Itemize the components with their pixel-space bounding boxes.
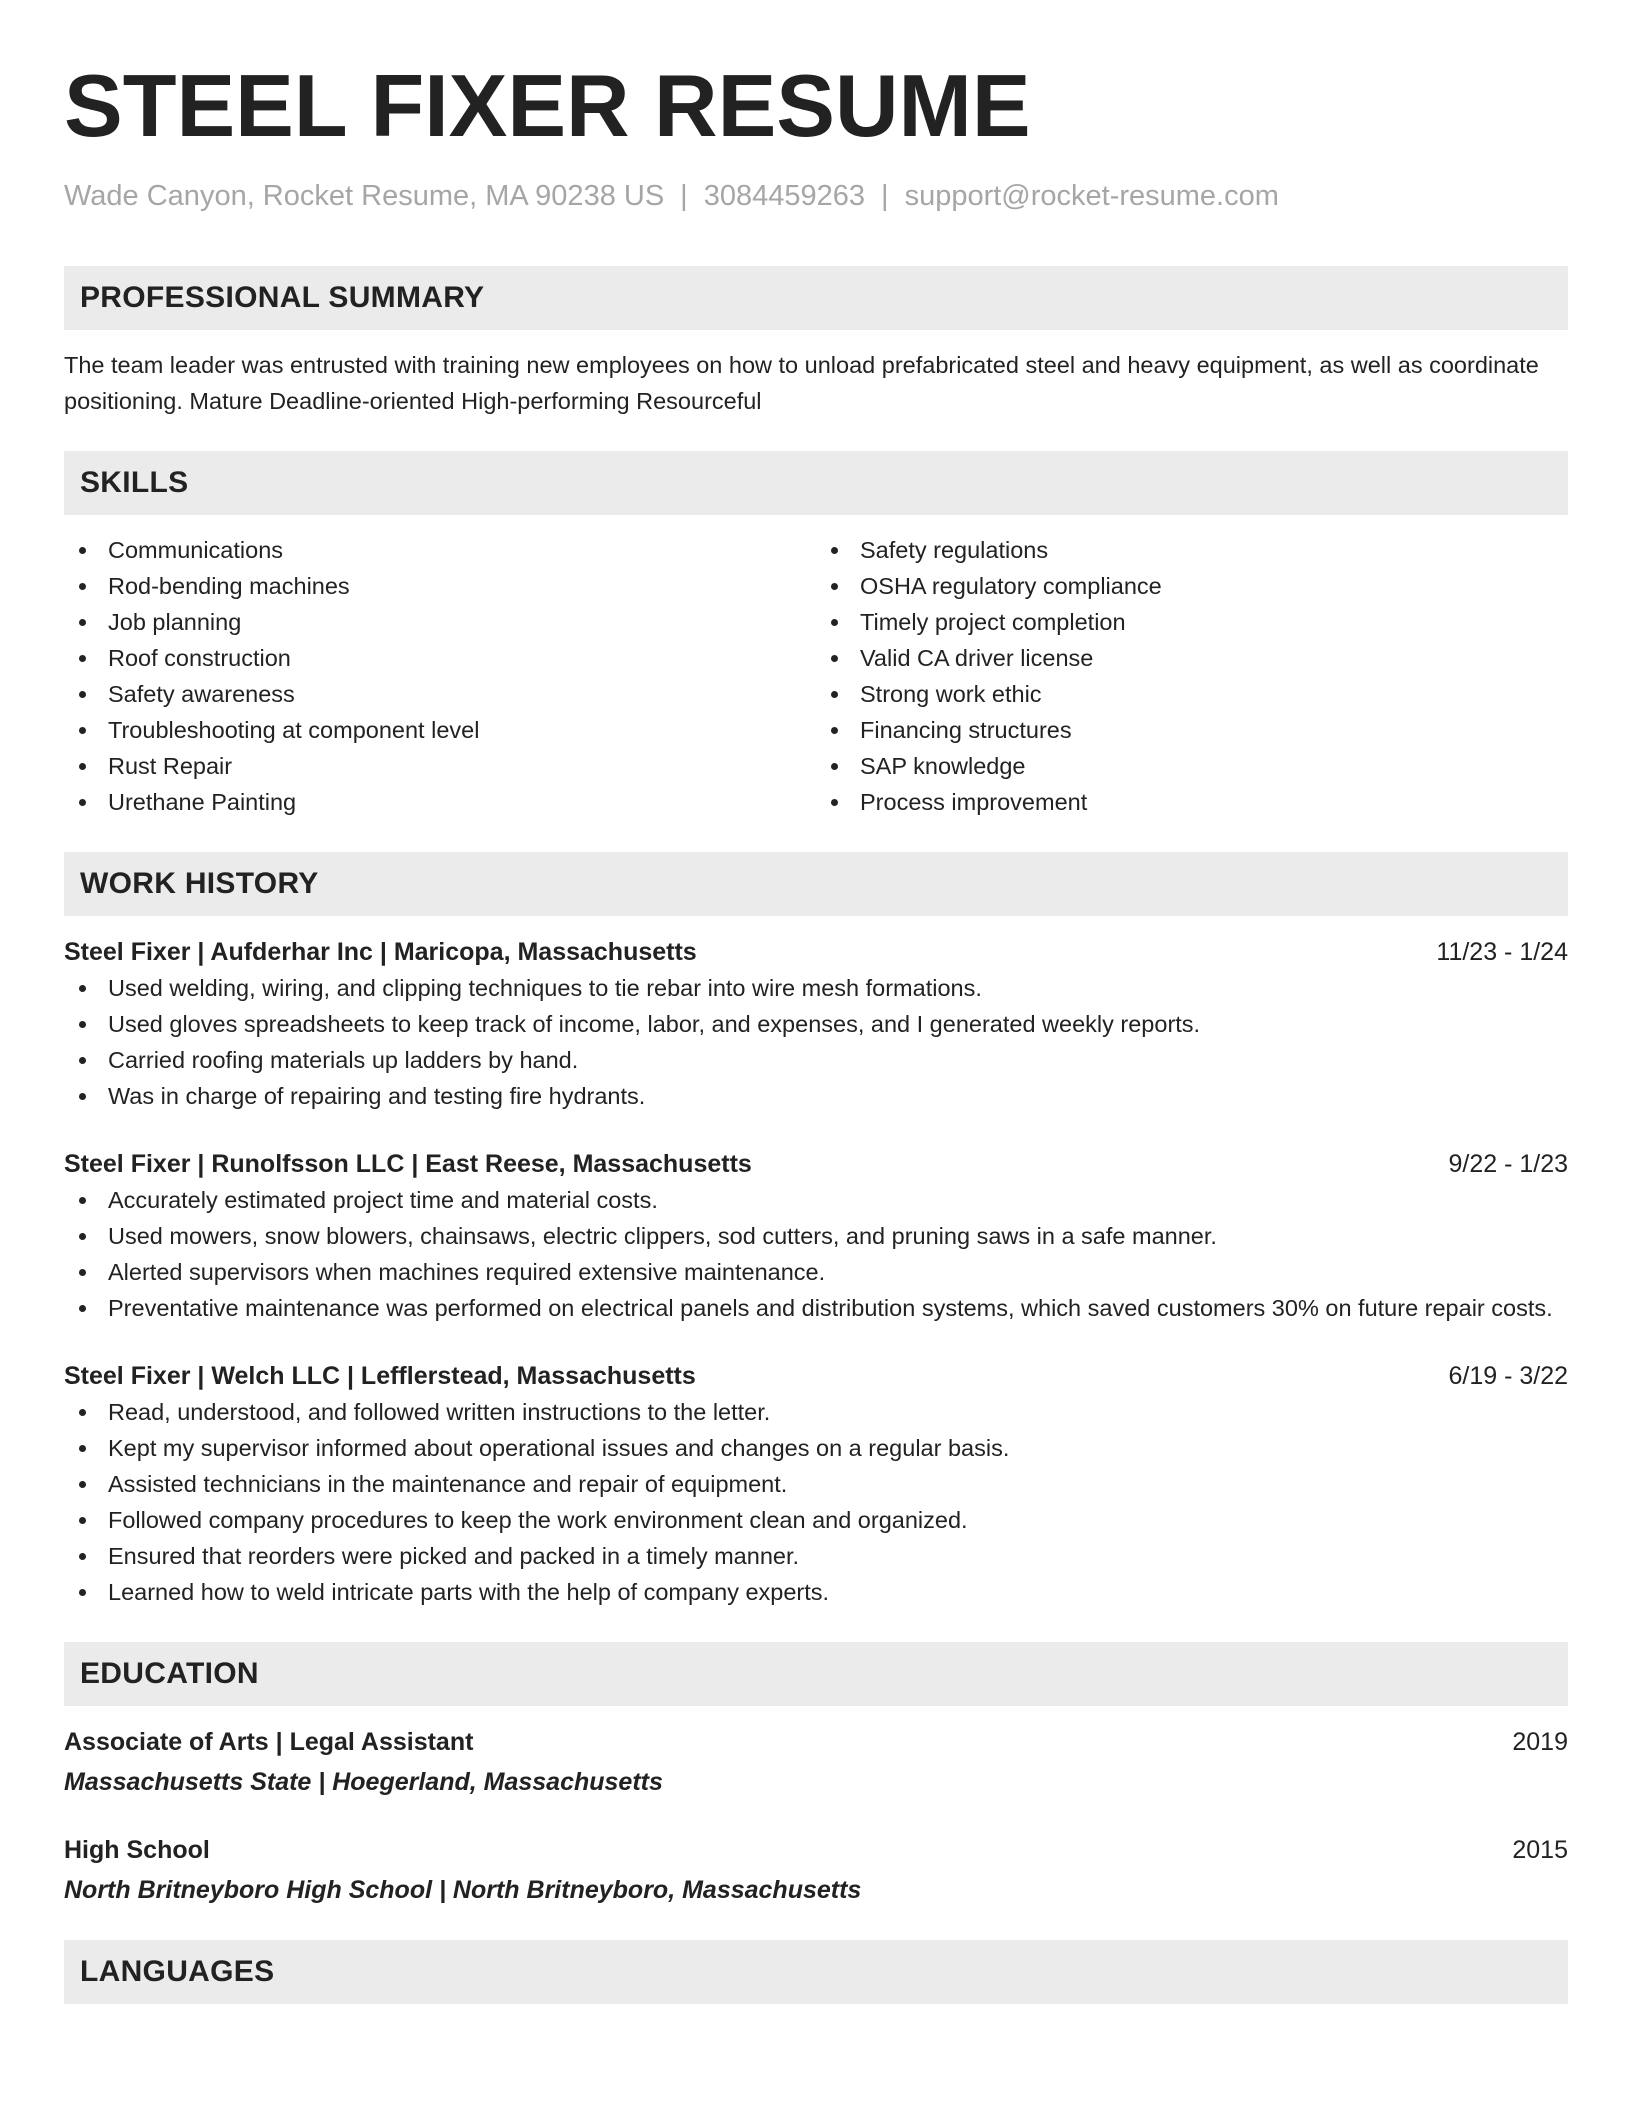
job-bullet: Assisted technicians in the maintenance and repair of equipment.	[64, 1466, 1568, 1502]
job-bullet: Read, understood, and followed written instructions to the letter.	[64, 1394, 1568, 1430]
job-entry	[64, 1358, 1568, 1610]
job-title: Steel Fixer | Runolfsson LLC | East Reese, Massachusetts	[64, 1150, 752, 1178]
job-entry	[64, 934, 1568, 1114]
job-bullet: Used mowers, snow blowers, chainsaws, electric clippers, sod cutters, and pruning saws in a safe manner.	[64, 1218, 1568, 1254]
skill-item: Urethane Painting	[64, 784, 816, 820]
contact-line	[64, 178, 1568, 214]
education-header	[64, 1832, 1568, 1868]
job-bullets	[64, 970, 1568, 1114]
skill-item: Timely project completion	[816, 604, 1568, 640]
skill-item: Process improvement	[816, 784, 1568, 820]
section-heading-languages: LANGUAGES	[64, 1940, 1568, 2004]
job-bullet: Alerted supervisors when machines required extensive maintenance.	[64, 1254, 1568, 1290]
section-heading-summary: PROFESSIONAL SUMMARY	[64, 266, 1568, 330]
skill-item: Job planning	[64, 604, 816, 640]
resume-title: STEEL FIXER RESUME	[64, 56, 1031, 155]
job-date: 9/22 - 1/23	[1448, 1150, 1568, 1178]
summary-text: The team leader was entrusted with training new employees on how to unload prefabricated steel and heavy equipment, as well as coordinate positioning. Mature Deadline-oriented High-performing Resourceful	[64, 352, 1539, 414]
skill-item: Roof construction	[64, 640, 816, 676]
skills-column-left	[64, 532, 816, 820]
job-header	[64, 1358, 1568, 1394]
contact-phone: 3084459263	[703, 180, 866, 212]
contact-separator: |	[680, 180, 688, 212]
contact-separator: |	[881, 180, 889, 212]
skill-item: Communications	[64, 532, 816, 568]
skill-item: Safety regulations	[816, 532, 1568, 568]
job-entry	[64, 1146, 1568, 1326]
education-entry	[64, 1724, 1568, 1800]
contact-address: Wade Canyon, Rocket Resume, MA 90238 US	[64, 180, 665, 212]
job-title: Steel Fixer | Aufderhar Inc | Maricopa, Massachusetts	[64, 938, 697, 966]
education-year: 2015	[1512, 1836, 1568, 1864]
skill-item: Financing structures	[816, 712, 1568, 748]
job-bullet: Ensured that reorders were picked and packed in a timely manner.	[64, 1538, 1568, 1574]
education-entry	[64, 1832, 1568, 1908]
education-degree: Associate of Arts | Legal Assistant	[64, 1728, 474, 1756]
job-date: 6/19 - 3/22	[1448, 1362, 1568, 1390]
skills-grid	[64, 532, 1568, 820]
education-header	[64, 1724, 1568, 1760]
job-bullet: Kept my supervisor informed about operational issues and changes on a regular basis.	[64, 1430, 1568, 1466]
job-bullet: Preventative maintenance was performed on electrical panels and distribution systems, which saved customers 30% on future repair costs.	[64, 1290, 1568, 1326]
section-heading-skills: SKILLS	[64, 451, 1568, 515]
contact-email: support@rocket-resume.com	[904, 180, 1279, 212]
education-school: North Britneyboro High School | North Britneyboro, Massachusetts	[64, 1876, 862, 1904]
job-bullet: Was in charge of repairing and testing fire hydrants.	[64, 1078, 1568, 1114]
skills-column-right	[816, 532, 1568, 820]
skill-item: OSHA regulatory compliance	[816, 568, 1568, 604]
job-bullet: Accurately estimated project time and material costs.	[64, 1182, 1568, 1218]
job-bullet: Learned how to weld intricate parts with the help of company experts.	[64, 1574, 1568, 1610]
job-bullet: Carried roofing materials up ladders by hand.	[64, 1042, 1568, 1078]
skill-item: Strong work ethic	[816, 676, 1568, 712]
skill-item: Rod-bending machines	[64, 568, 816, 604]
job-bullet: Followed company procedures to keep the work environment clean and organized.	[64, 1502, 1568, 1538]
education-degree: High School	[64, 1836, 210, 1864]
job-header	[64, 934, 1568, 970]
skill-item: Rust Repair	[64, 748, 816, 784]
job-date: 11/23 - 1/24	[1436, 938, 1568, 966]
skill-item: Valid CA driver license	[816, 640, 1568, 676]
section-heading-work-history: WORK HISTORY	[64, 852, 1568, 916]
section-heading-education: EDUCATION	[64, 1642, 1568, 1706]
education-year: 2019	[1512, 1728, 1568, 1756]
job-bullets	[64, 1182, 1568, 1326]
job-title: Steel Fixer | Welch LLC | Lefflerstead, Massachusetts	[64, 1362, 696, 1390]
job-header	[64, 1146, 1568, 1182]
skill-item: Troubleshooting at component level	[64, 712, 816, 748]
education-school: Massachusetts State | Hoegerland, Massachusetts	[64, 1768, 663, 1796]
skill-item: SAP knowledge	[816, 748, 1568, 784]
job-bullets	[64, 1394, 1568, 1610]
skill-item: Safety awareness	[64, 676, 816, 712]
job-bullet: Used gloves spreadsheets to keep track of income, labor, and expenses, and I generated weekly reports.	[64, 1006, 1568, 1042]
job-bullet: Used welding, wiring, and clipping techniques to tie rebar into wire mesh formations.	[64, 970, 1568, 1006]
